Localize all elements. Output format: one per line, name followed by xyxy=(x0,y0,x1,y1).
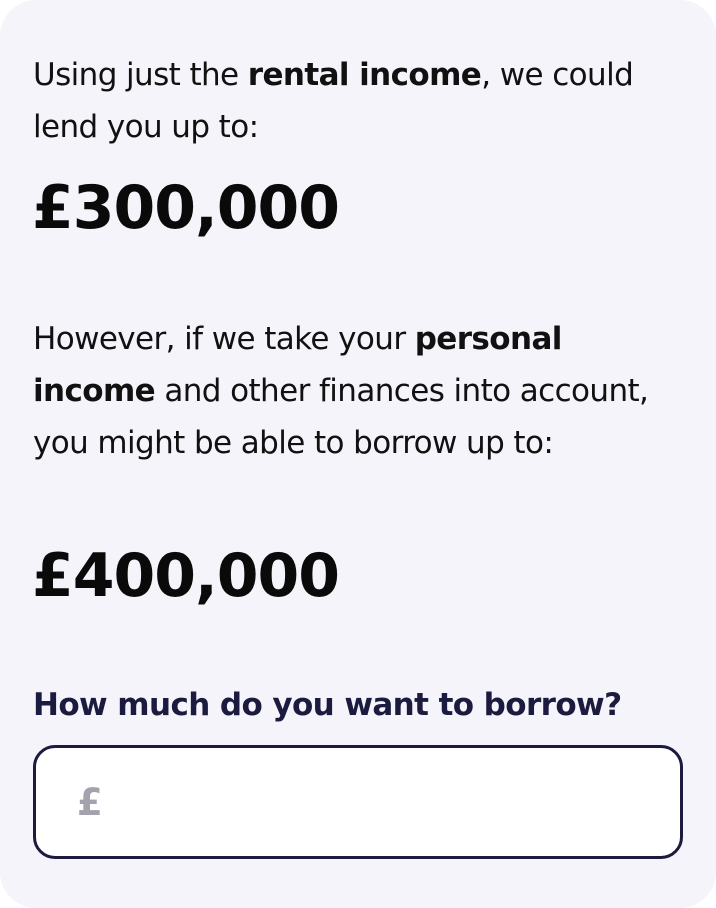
personal-text-after: and other finances into account, you might be able to borrow up to: xyxy=(33,373,649,461)
personal-income-emphasis: personal income xyxy=(33,321,562,409)
personal-income-message xyxy=(33,313,683,469)
rental-income-message xyxy=(33,49,683,153)
personal-text-before: However, if we take your xyxy=(33,321,415,357)
rental-lend-amount: £300,000 xyxy=(32,173,340,243)
borrow-amount-field[interactable] xyxy=(33,745,683,859)
rental-text-after: , we could lend you up to: xyxy=(33,57,634,145)
currency-prefix: £ xyxy=(77,780,103,824)
borrow-amount-input[interactable] xyxy=(115,747,660,857)
personal-borrow-amount: £400,000 xyxy=(32,541,340,611)
rental-income-emphasis: rental income xyxy=(247,57,482,93)
borrow-amount-label: How much do you want to borrow? xyxy=(33,687,622,723)
rental-text-before: Using just the xyxy=(33,57,248,93)
